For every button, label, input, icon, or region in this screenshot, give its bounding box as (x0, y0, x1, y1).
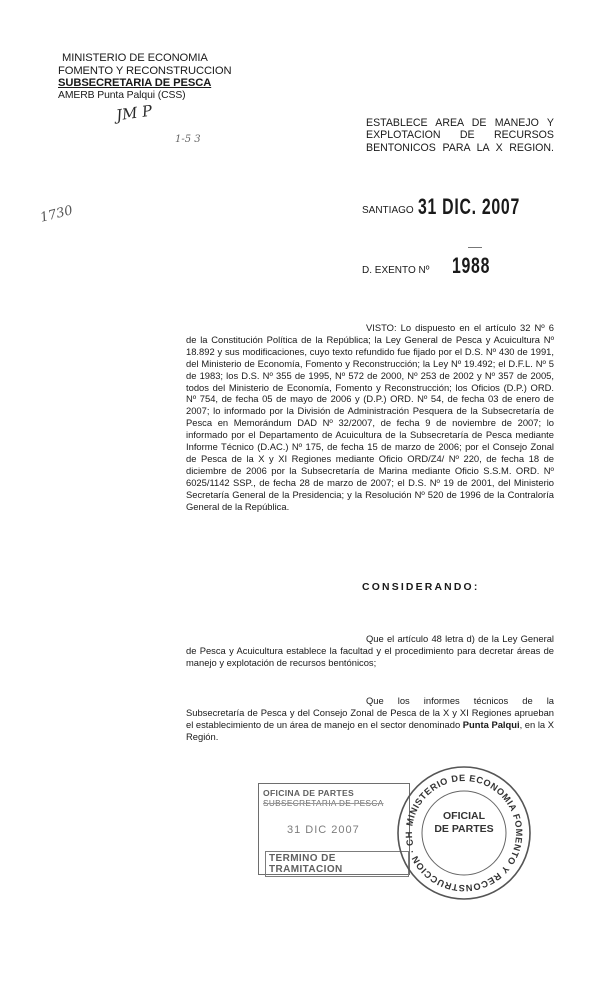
decree-date: 31 DIC. 2007 (418, 194, 520, 219)
paragraph-2-text: Que los informes técnicos de la Subsecretaría de Pesca y del Consejo Zonal de Pesca de la X y XI Regiones aprueban el establecimiento de un área de manejo en el sector denominado (186, 695, 554, 730)
stamp-office-sub: SUBSECRETARIA DE PESCA (263, 799, 384, 808)
subject-line-3: BENTONICOS PARA LA X REGION. (366, 141, 554, 154)
seal-center (429, 810, 499, 836)
paragraph-2 (186, 695, 554, 743)
handwritten-mark: 1-5 3 (175, 134, 201, 145)
subject-line-1: ESTABLECE AREA DE MANEJO Y (366, 117, 554, 129)
visto-paragraph (186, 322, 554, 513)
decree-number: 1988 (452, 253, 491, 278)
decree-label: D. EXENTO Nº (362, 265, 430, 276)
place-label: SANTIAGO (362, 205, 414, 216)
header-line-3: SUBSECRETARIA DE PESCA (58, 77, 212, 90)
subject-line-2: EXPLOTACION DE RECURSOS (366, 129, 554, 142)
stamp-footer: TERMINO DE TRAMITACION (265, 851, 409, 877)
sector-name: Punta Palqui (462, 718, 520, 730)
handwritten-initials: JM P (114, 101, 154, 125)
header-line-2: FOMENTO Y RECONSTRUCCION (58, 64, 232, 77)
seal-center-line-2: DE PARTES (434, 823, 494, 835)
considerando-heading: CONSIDERANDO: (362, 582, 480, 593)
seal-ring-text: MINISTERIO DE ECONOMIA FOMENTO Y RECONSTRUCCION · CH (403, 772, 525, 894)
decree-subject (366, 117, 554, 154)
stamp-date: 31 DIC 2007 (287, 824, 360, 836)
visto-text: VISTO: Lo dispuesto en el artículo 32 Nº 6 de la Constitución Política de la República; la Ley General de Pesca y Acuicultura Nº 18.892 y sus modificaciones, cuyo texto refundido fue fijado por el D.S. Nº 430 de 1991, del Ministerio de Economía, Fomento y Reconstrucción; la Ley Nº 19.492; el D.F.L. Nº 5 de 1983; los D.S. Nº 355 de 1995, Nº 572 de 2000, Nº 253 de 2002 y Nº 357 de 2005, todos del Ministerio de Economía, Fomento y Reconstrucción; los Oficios (D.P.) ORD. Nº 754, de fecha 05 de mayo de 2006 y (D.P.) ORD. Nº 54, de fecha 03 de enero de 2007; lo informado por la División de Administración Pesquera de la Subsecretaría de Pesca en Memorándum DAD Nº 32/2007, de fecha 9 de noviembre de 2007; lo informado por el Departamento de Acuicultura de la Subsecretaría de Pesca mediante Informe Técnico (D.AC.) Nº 175, de fecha 15 de marzo de 2006; por el Consejo Zonal de Pesca de la X y XI Regiones mediante Oficio ORD/Z4/ Nº 220, de fecha 18 de diciembre de 2006 por la Subsecretaría de Marina mediante Oficio S.S.M. ORD. Nº 6025/1142 SSP., de fecha 28 de marzo de 2007; el D.S. Nº 19 de 2001, del Ministerio Secretaría General de la Presidencia; y la Resolución Nº 520 de 1996 de la Contraloría General de la República. (186, 322, 554, 512)
paragraph-2-end: , en la X Región. (186, 718, 554, 742)
seal-center-line-1: OFICIAL (443, 810, 485, 822)
header-line-1: MINISTERIO DE ECONOMIA (62, 52, 208, 64)
margin-note: 1730 (38, 203, 75, 226)
considerando-paragraph-1 (186, 633, 554, 669)
ministry-header (58, 52, 232, 102)
considerando-paragraph-2 (186, 695, 554, 743)
paragraph-1-text: Que el artículo 48 letra d) de la Ley General de Pesca y Acuicultura establece la facultad y el procedimiento para decretar áreas de manejo y explotación de recursos bentónicos; (186, 633, 554, 668)
official-seal (395, 764, 533, 902)
stamp-office-title: OFICINA DE PARTES (263, 788, 355, 798)
tick-mark (468, 247, 482, 248)
header-line-4: AMERB Punta Palqui (CSS) (58, 89, 186, 101)
office-stamp (258, 783, 410, 875)
